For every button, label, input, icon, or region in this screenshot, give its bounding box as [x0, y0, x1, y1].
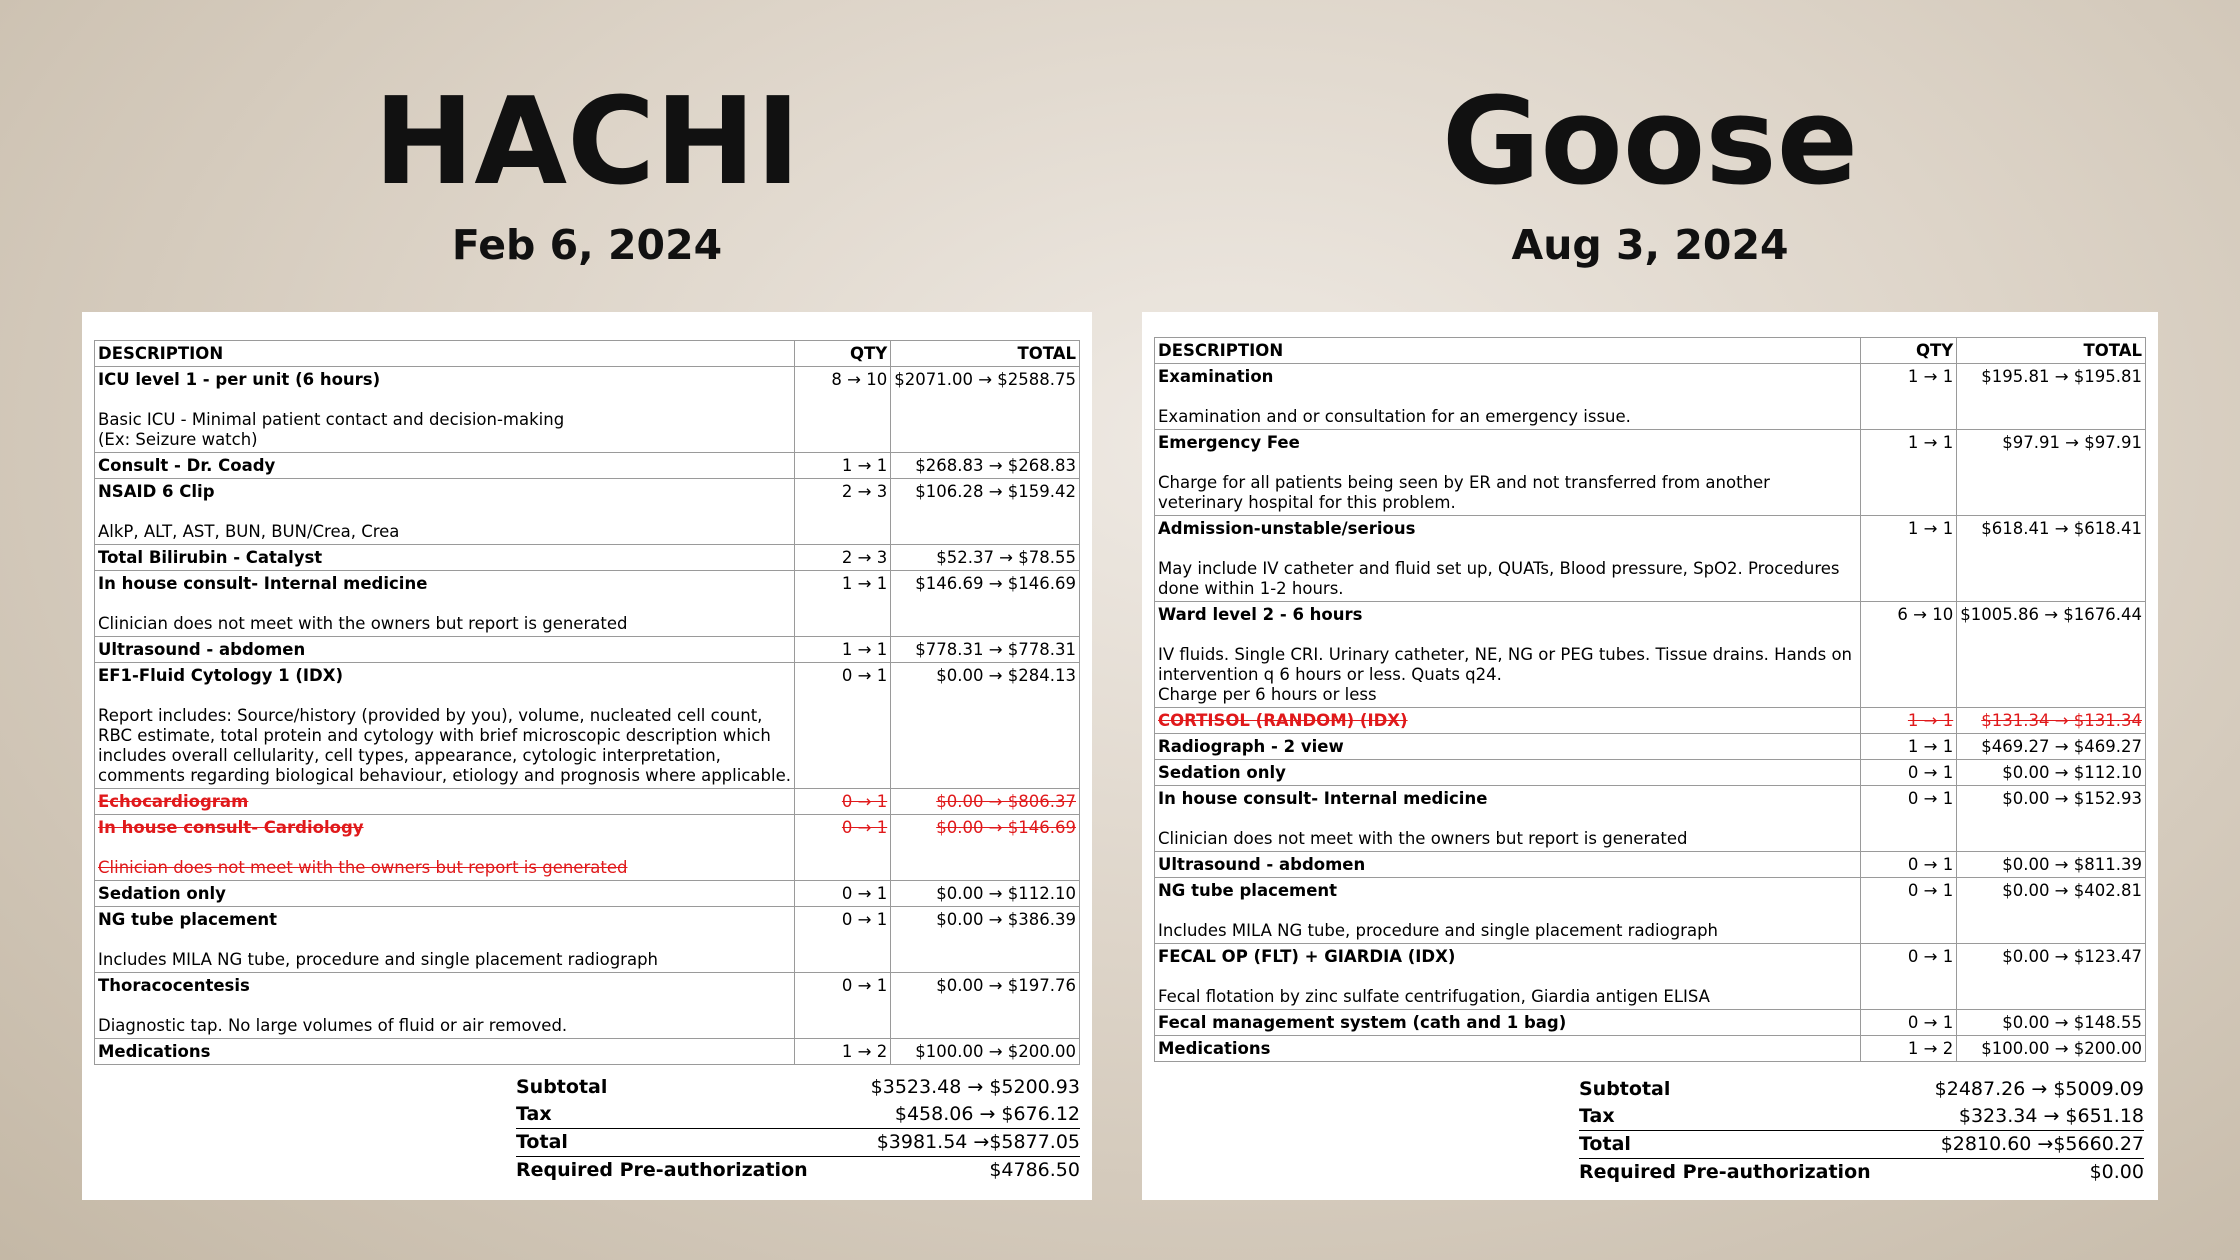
- item-note: May include IV catheter and fluid set up, QUATs, Blood pressure, SpO2. Procedures done within 1-2 hours.: [1158, 559, 1840, 598]
- total-cell: $0.00 → $402.81: [1957, 878, 2146, 944]
- summary-value: $0.00: [2089, 1161, 2144, 1183]
- qty-header: QTY: [795, 341, 891, 367]
- total-cell: $97.91 → $97.91: [1957, 430, 2146, 516]
- line-items: [95, 367, 1080, 1065]
- item-note: IV fluids. Single CRI. Urinary catheter, NE, NG or PEG tubes. Tissue drains. Hands on intervention q 6 hours or less. Quats q24. Charge per 6 hours or less: [1158, 645, 1853, 704]
- item-note: AlkP, ALT, AST, BUN, BUN/Crea, Crea: [98, 522, 400, 541]
- item-title: FECAL OP (FLT) + GIARDIA (IDX): [1158, 947, 1456, 966]
- item-title: Ward level 2 - 6 hours: [1158, 605, 1363, 624]
- qty-cell: 0 → 1: [795, 907, 891, 973]
- total-header: TOTAL: [1957, 338, 2146, 364]
- estimate-date: Feb 6, 2024: [451, 221, 723, 269]
- description-cell: [95, 1039, 795, 1065]
- table-row: [1155, 364, 2146, 430]
- description-cell: [95, 973, 795, 1039]
- item-title: Examination: [1158, 367, 1274, 386]
- description-cell: [1155, 516, 1861, 602]
- qty-cell: 0 → 1: [1861, 878, 1957, 944]
- summary-value: $4786.50: [989, 1159, 1080, 1181]
- summary-row: [1579, 1076, 2144, 1103]
- item-title: Total Bilirubin - Catalyst: [98, 548, 323, 567]
- table-row: [95, 881, 1080, 907]
- estimate-sheet: [82, 312, 1092, 1200]
- total-cell: $100.00 → $200.00: [1957, 1036, 2146, 1062]
- total-cell: $0.00 → $811.39: [1957, 852, 2146, 878]
- summary-label: Tax: [516, 1103, 552, 1125]
- item-title: CORTISOL (RANDOM) (IDX): [1158, 711, 1408, 730]
- total-cell: $146.69 → $146.69: [891, 571, 1080, 637]
- qty-cell: 0 → 1: [795, 973, 891, 1039]
- estimate-date: Aug 3, 2024: [1511, 221, 1789, 269]
- total-cell: $0.00 → $146.69: [891, 815, 1080, 881]
- table-row: [1155, 602, 2146, 708]
- summary-label: Subtotal: [1579, 1078, 1671, 1100]
- description-cell: [95, 367, 795, 453]
- table-row: [1155, 944, 2146, 1010]
- table-row: [95, 907, 1080, 973]
- item-title: ICU level 1 - per unit (6 hours): [98, 370, 381, 389]
- total-cell: $469.27 → $469.27: [1957, 734, 2146, 760]
- description-cell: [1155, 602, 1861, 708]
- table-header-row: [1155, 338, 2146, 364]
- item-note: Clinician does not meet with the owners but report is generated: [1158, 829, 1688, 848]
- total-cell: $0.00 → $148.55: [1957, 1010, 2146, 1036]
- summary-value: $2810.60 →$5660.27: [1908, 1131, 2144, 1159]
- table-row: [1155, 516, 2146, 602]
- item-note: Examination and or consultation for an emergency issue.: [1158, 407, 1631, 426]
- total-cell: $0.00 → $806.37: [891, 789, 1080, 815]
- description-cell: [95, 789, 795, 815]
- summary-value: $458.06 → $676.12: [894, 1103, 1080, 1125]
- item-note: Clinician does not meet with the owners but report is generated: [98, 614, 628, 633]
- summary-row: [1579, 1103, 2144, 1131]
- summary-row: [516, 1157, 1080, 1185]
- qty-cell: 1 → 1: [795, 637, 891, 663]
- summary-label: Total: [1579, 1131, 1908, 1159]
- summary-label: Required Pre-authorization: [1579, 1161, 1871, 1183]
- line-items: [1155, 364, 2146, 1062]
- qty-cell: 0 → 1: [1861, 786, 1957, 852]
- description-cell: [1155, 944, 1861, 1010]
- qty-cell: 0 → 1: [1861, 852, 1957, 878]
- qty-cell: 6 → 10: [1861, 602, 1957, 708]
- table-row: [95, 1039, 1080, 1065]
- item-title: Echocardiogram: [98, 792, 249, 811]
- table-row: [95, 663, 1080, 789]
- patient-name: HACHI: [373, 73, 801, 212]
- total-cell: $195.81 → $195.81: [1957, 364, 2146, 430]
- table-row: [95, 789, 1080, 815]
- item-title: Sedation only: [1158, 763, 1286, 782]
- description-cell: [1155, 1010, 1861, 1036]
- item-title: In house consult- Internal medicine: [1158, 789, 1488, 808]
- description-cell: [95, 815, 795, 881]
- item-title: Medications: [1158, 1039, 1271, 1058]
- description-header: DESCRIPTION: [95, 341, 795, 367]
- item-note: Report includes: Source/history (provided by you), volume, nucleated cell count, RBC estimate, total protein and cytology with brief microscopic description which includes overall cellularity, cell types, appearance, cytologic interpretation, comments regarding biological behaviour, etiology and prognosis where applicable.: [98, 706, 791, 785]
- item-title: In house consult- Internal medicine: [98, 574, 428, 593]
- table-row: [1155, 734, 2146, 760]
- qty-cell: 0 → 1: [1861, 760, 1957, 786]
- description-cell: [1155, 760, 1861, 786]
- description-cell: [95, 881, 795, 907]
- total-cell: $0.00 → $112.10: [1957, 760, 2146, 786]
- description-cell: [95, 663, 795, 789]
- estimate-sheet: [1142, 312, 2158, 1200]
- table-row: [95, 637, 1080, 663]
- item-title: Radiograph - 2 view: [1158, 737, 1344, 756]
- total-cell: $131.34 → $131.34: [1957, 708, 2146, 734]
- summary-row: [516, 1101, 1080, 1129]
- qty-cell: 0 → 1: [795, 815, 891, 881]
- description-cell: [95, 637, 795, 663]
- qty-cell: 1 → 1: [1861, 430, 1957, 516]
- qty-cell: 1 → 1: [795, 453, 891, 479]
- item-note: Clinician does not meet with the owners but report is generated: [98, 858, 628, 877]
- qty-cell: 1 → 2: [1861, 1036, 1957, 1062]
- table-row: [1155, 878, 2146, 944]
- item-title: In house consult- Cardiology: [98, 818, 364, 837]
- total-cell: $778.31 → $778.31: [891, 637, 1080, 663]
- item-title: Fecal management system (cath and 1 bag): [1158, 1013, 1567, 1032]
- item-note: Diagnostic tap. No large volumes of fluid or air removed.: [98, 1016, 568, 1035]
- summary-label: Total: [516, 1129, 844, 1157]
- total-cell: $100.00 → $200.00: [891, 1039, 1080, 1065]
- description-cell: [95, 479, 795, 545]
- total-cell: $0.00 → $386.39: [891, 907, 1080, 973]
- summary-value: $3523.48 → $5200.93: [870, 1076, 1080, 1098]
- item-note: Charge for all patients being seen by ER and not transferred from another veterinary hospital for this problem.: [1158, 473, 1770, 512]
- qty-cell: 1 → 1: [1861, 516, 1957, 602]
- item-title: NG tube placement: [1158, 881, 1338, 900]
- table-row: [95, 479, 1080, 545]
- description-cell: [1155, 852, 1861, 878]
- description-cell: [95, 571, 795, 637]
- summary-row: [516, 1074, 1080, 1101]
- summary-row: [1579, 1131, 2144, 1159]
- patient-name: Goose: [1441, 73, 1859, 212]
- item-title: Thoracocentesis: [98, 976, 250, 995]
- item-note: Includes MILA NG tube, procedure and single placement radiograph: [1158, 921, 1719, 940]
- description-cell: [1155, 1036, 1861, 1062]
- table-row: [1155, 708, 2146, 734]
- qty-cell: 2 → 3: [795, 545, 891, 571]
- total-cell: $0.00 → $152.93: [1957, 786, 2146, 852]
- table-row: [95, 815, 1080, 881]
- summary-value: $2487.26 → $5009.09: [1934, 1078, 2144, 1100]
- table-row: [1155, 1036, 2146, 1062]
- table-row: [1155, 760, 2146, 786]
- table-row: [95, 453, 1080, 479]
- total-cell: $0.00 → $123.47: [1957, 944, 2146, 1010]
- item-title: Ultrasound - abdomen: [98, 640, 306, 659]
- total-cell: $0.00 → $284.13: [891, 663, 1080, 789]
- total-cell: $618.41 → $618.41: [1957, 516, 2146, 602]
- description-cell: [1155, 734, 1861, 760]
- description-header: DESCRIPTION: [1155, 338, 1861, 364]
- estimate-table: [94, 340, 1080, 1065]
- description-cell: [95, 907, 795, 973]
- table-row: [1155, 852, 2146, 878]
- table-row: [95, 545, 1080, 571]
- total-cell: $2071.00 → $2588.75: [891, 367, 1080, 453]
- item-title: NSAID 6 Clip: [98, 482, 215, 501]
- item-note: Includes MILA NG tube, procedure and single placement radiograph: [98, 950, 659, 969]
- summary-table: [516, 1074, 1080, 1184]
- table-row: [1155, 430, 2146, 516]
- total-cell: $0.00 → $197.76: [891, 973, 1080, 1039]
- item-title: Sedation only: [98, 884, 226, 903]
- total-cell: $0.00 → $112.10: [891, 881, 1080, 907]
- item-note: Basic ICU - Minimal patient contact and decision-making (Ex: Seizure watch): [98, 410, 565, 449]
- summary-label: Subtotal: [516, 1076, 608, 1098]
- description-cell: [1155, 786, 1861, 852]
- total-cell: $1005.86 → $1676.44: [1957, 602, 2146, 708]
- table-row: [1155, 786, 2146, 852]
- estimate-table: [1154, 337, 2146, 1062]
- qty-header: QTY: [1861, 338, 1957, 364]
- qty-cell: 0 → 1: [1861, 944, 1957, 1010]
- total-cell: $106.28 → $159.42: [891, 479, 1080, 545]
- item-title: NG tube placement: [98, 910, 278, 929]
- qty-cell: 2 → 3: [795, 479, 891, 545]
- summary-value: $323.34 → $651.18: [1958, 1105, 2144, 1127]
- summary-row: [516, 1129, 1080, 1157]
- qty-cell: 8 → 10: [795, 367, 891, 453]
- qty-cell: 1 → 1: [1861, 734, 1957, 760]
- description-cell: [1155, 430, 1861, 516]
- total-cell: $268.83 → $268.83: [891, 453, 1080, 479]
- summary-label: Tax: [1579, 1105, 1615, 1127]
- item-title: Admission-unstable/serious: [1158, 519, 1416, 538]
- total-header: TOTAL: [891, 341, 1080, 367]
- qty-cell: 1 → 1: [1861, 364, 1957, 430]
- total-cell: $52.37 → $78.55: [891, 545, 1080, 571]
- table-header-row: [95, 341, 1080, 367]
- item-title: Consult - Dr. Coady: [98, 456, 276, 475]
- table-row: [1155, 1010, 2146, 1036]
- item-title: Emergency Fee: [1158, 433, 1300, 452]
- table-row: [95, 367, 1080, 453]
- item-title: EF1-Fluid Cytology 1 (IDX): [98, 666, 344, 685]
- summary-table: [1579, 1076, 2144, 1186]
- item-note: Fecal flotation by zinc sulfate centrifugation, Giardia antigen ELISA: [1158, 987, 1710, 1006]
- item-title: Ultrasound - abdomen: [1158, 855, 1366, 874]
- description-cell: [1155, 364, 1861, 430]
- summary-row: [1579, 1159, 2144, 1187]
- qty-cell: 0 → 1: [795, 881, 891, 907]
- description-cell: [95, 545, 795, 571]
- summary-value: $3981.54 →$5877.05: [844, 1129, 1080, 1157]
- qty-cell: 1 → 1: [795, 571, 891, 637]
- description-cell: [1155, 708, 1861, 734]
- description-cell: [1155, 878, 1861, 944]
- qty-cell: 0 → 1: [795, 789, 891, 815]
- item-title: Medications: [98, 1042, 211, 1061]
- qty-cell: 0 → 1: [1861, 1010, 1957, 1036]
- qty-cell: 1 → 2: [795, 1039, 891, 1065]
- description-cell: [95, 453, 795, 479]
- qty-cell: 1 → 1: [1861, 708, 1957, 734]
- qty-cell: 0 → 1: [795, 663, 891, 789]
- table-row: [95, 973, 1080, 1039]
- table-row: [95, 571, 1080, 637]
- summary-label: Required Pre-authorization: [516, 1159, 808, 1181]
